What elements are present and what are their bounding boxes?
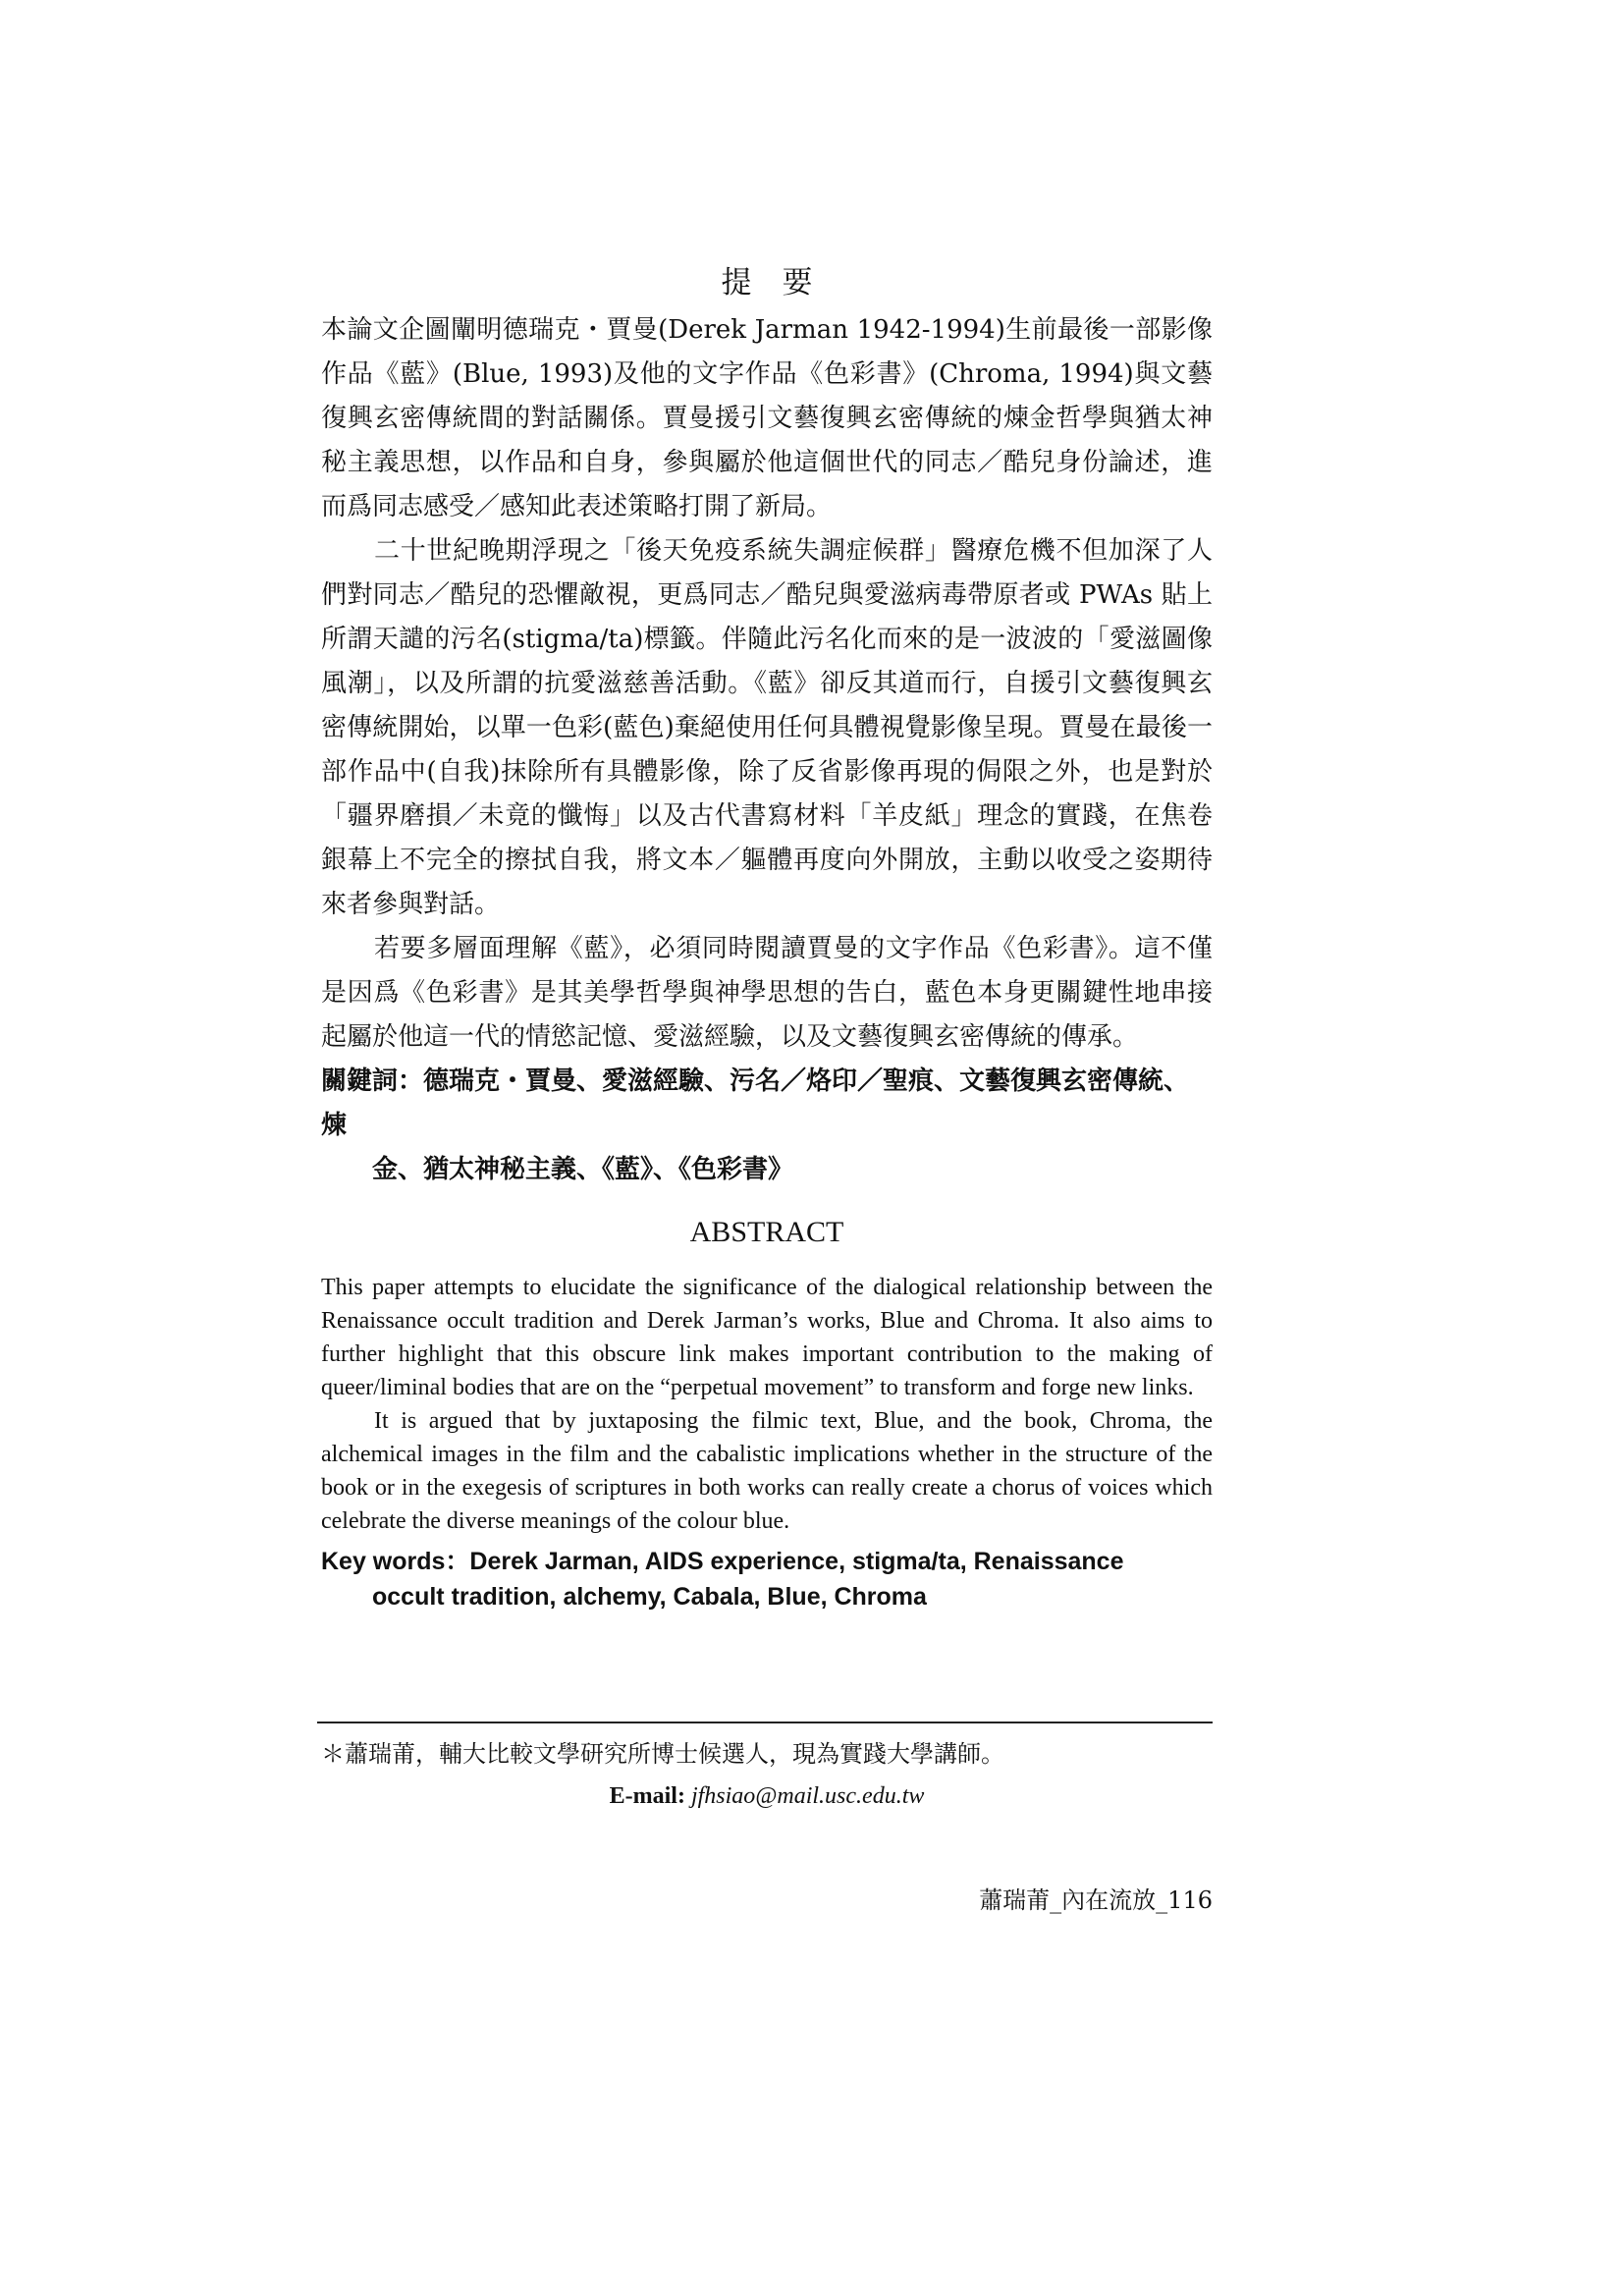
- english-keywords: [321, 1544, 1213, 1614]
- chinese-abstract-paragraph: 本論文企圖闡明德瑞克・賈曼(Derek Jarman 1942-1994)生前最後一部影像作品《藍》(Blue, 1993)及他的文字作品《色彩書》(Chroma, 1994)與文藝復興玄密傳統間的對話關係。賈曼援引文藝復興玄密傳統的煉金哲學與猶太神秘主義思想，以作品和自身，參與屬於他這個世代的同志／酷兒身份論述，進而爲同志感受／感知此表述策略打開了新局。: [321, 315, 1213, 521]
- english-abstract-heading: ABSTRACT: [689, 1216, 844, 1248]
- chinese-keywords-line: 關鍵詞：德瑞克・賈曼、愛滋經驗、污名／烙印／聖痕、文藝復興玄密傳統、煉: [321, 1066, 1190, 1140]
- english-keywords-line: occult tradition, alchemy, Cabala, Blue, Chroma: [372, 1583, 927, 1611]
- email-label: E-mail:: [609, 1783, 685, 1809]
- english-abstract-paragraph: This paper attempts to elucidate the significance of the dialogical relationship between the Renaissance occult tradition and Derek Jarman’s works, Blue and Chroma. It also aims to further highlight that this obscure link makes important contribution to the making of queer/liminal bodies that are on the “perpetual movement” to transform and forge new links.: [321, 1275, 1213, 1400]
- chinese-abstract-heading: 提 要: [721, 265, 813, 301]
- email-address[interactable]: jfhsiao@mail.usc.edu.tw: [690, 1783, 925, 1809]
- chinese-abstract-paragraph: 二十世紀晚期浮現之「後天免疫系統失調症候群」醫療危機不但加深了人們對同志／酷兒的恐懼敵視，更爲同志／酷兒與愛滋病毒帶原者或 PWAs 貼上所謂天譴的污名(stigma/ta)標籤。伴隨此污名化而來的是一波波的「愛滋圖像風潮」，以及所謂的抗愛滋慈善活動。《藍》卻反其道而行，自援引文藝復興玄密傳統開始，以單一色彩(藍色)棄絕使用任何具體視覺影像呈現。賈曼在最後一部作品中(自我)抹除所有具體影像，除了反省影像再現的侷限之外，也是對於「疆界磨損／未竟的懺悔」以及古代書寫材料「羊皮紙」理念的實踐，在焦卷銀幕上不完全的擦拭自我，將文本／軀體再度向外開放，主動以收受之姿期待來者參與對話。: [321, 536, 1213, 919]
- page-number: 蕭瑞莆_內在流放_116: [979, 1886, 1213, 1914]
- chinese-abstract-paragraph: 若要多層面理解《藍》，必須同時閱讀賈曼的文字作品《色彩書》。這不僅是因爲《色彩書》是其美學哲學與神學思想的告白，藍色本身更關鍵性地串接起屬於他這一代的情慾記憶、愛滋經驗，以及文藝復興玄密傳統的傳承。: [321, 934, 1213, 1052]
- footnote-divider: [317, 1722, 1213, 1723]
- chinese-keywords: [321, 1060, 1213, 1192]
- english-abstract-body: [321, 1271, 1213, 1614]
- author-footnote: ＊蕭瑞莆，輔大比較文學研究所博士候選人，現為實踐大學講師。: [321, 1740, 1004, 1768]
- author-email: [321, 1783, 1213, 1810]
- chinese-keywords-line: 金、猶太神秘主義、《藍》、《色彩書》: [372, 1155, 794, 1184]
- english-abstract-paragraph: It is argued that by juxtaposing the filmic text, Blue, and the book, Chroma, the alchemical images in the film and the cabalistic implications whether in the structure of the book or in the exegesis of scriptures in both works can really create a chorus of voices which celebrate the diverse meanings of the colour blue.: [321, 1408, 1213, 1534]
- english-keywords-line: Key words：Derek Jarman, AIDS experience, stigma/ta, Renaissance: [321, 1548, 1124, 1575]
- chinese-abstract-body: [321, 308, 1213, 1192]
